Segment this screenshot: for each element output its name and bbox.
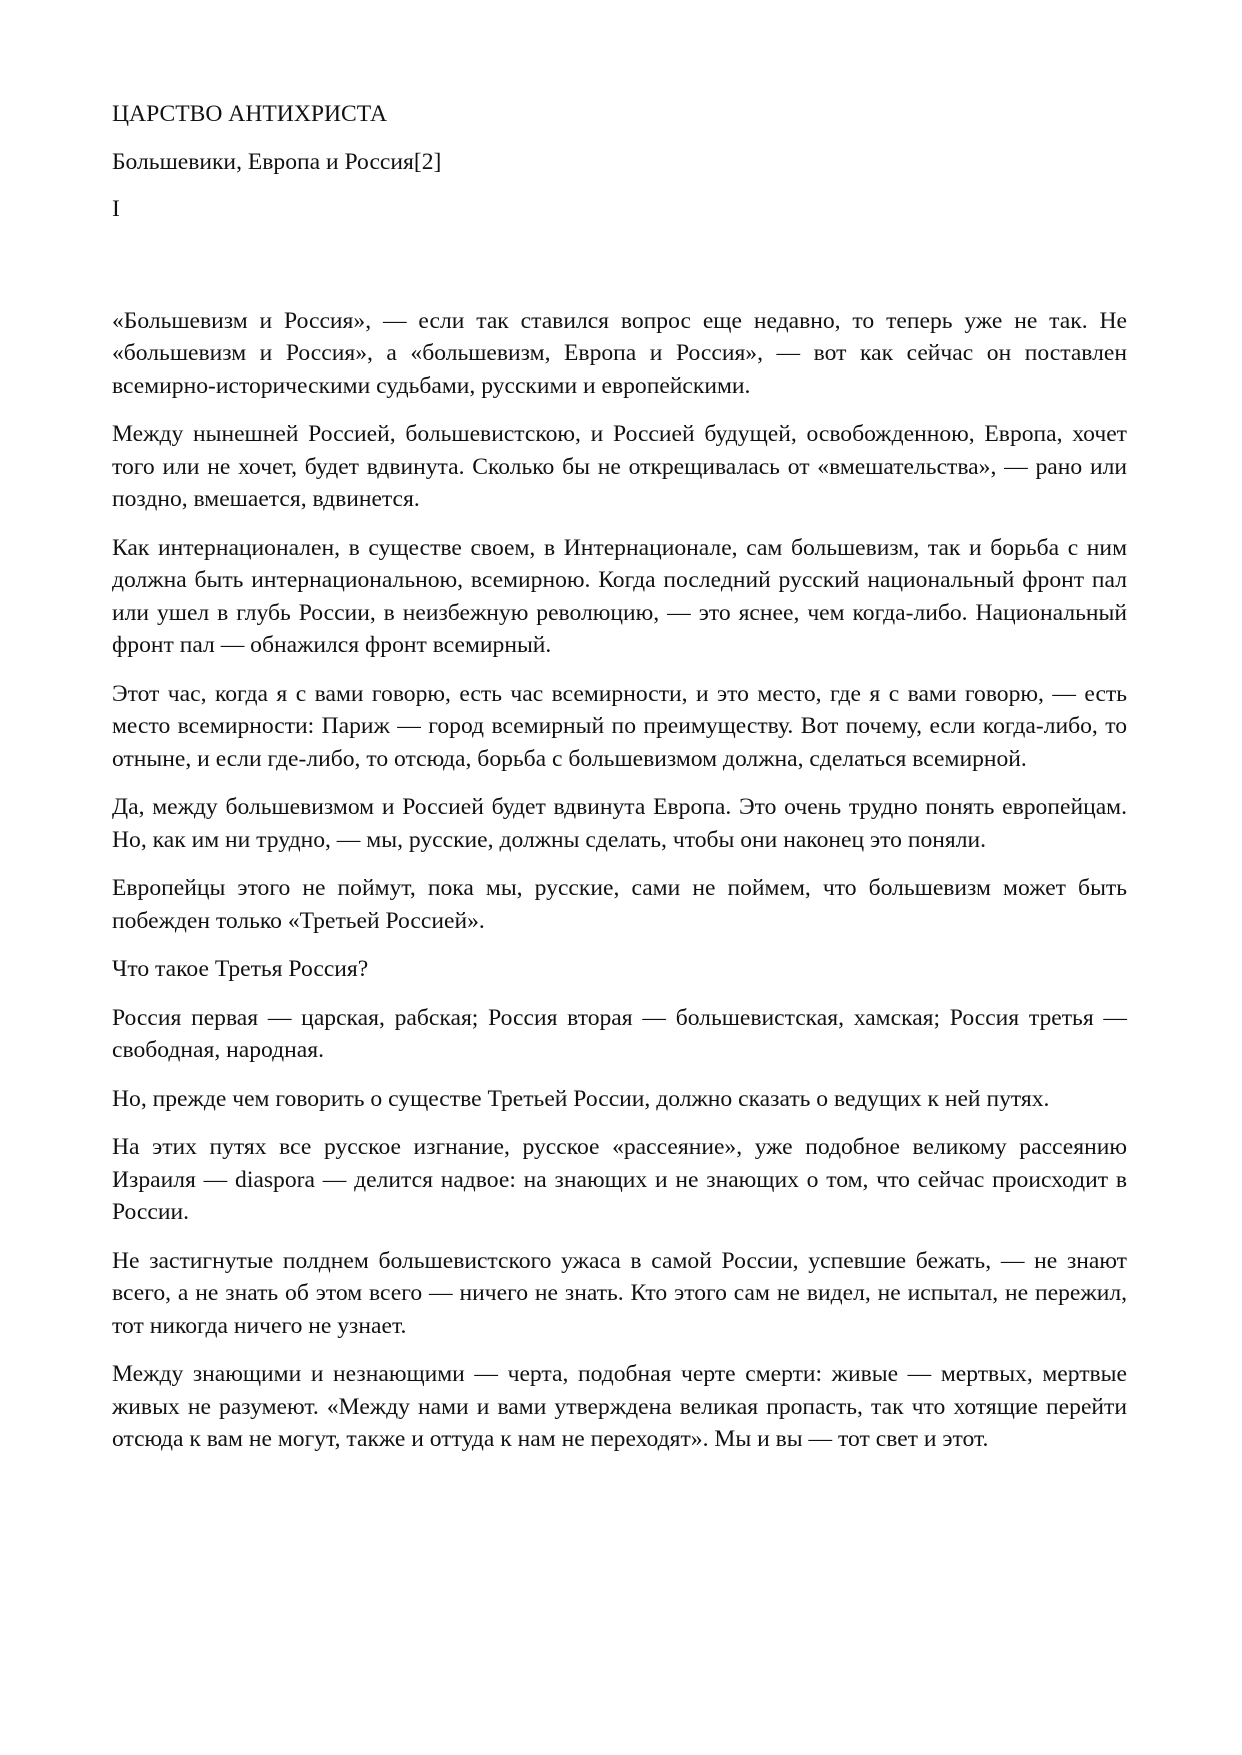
paragraph: Европейцы этого не поймут, пока мы, русские, сами не поймем, что большевизм может быть побежден только «Третьей Россией». [112,875,1127,934]
paragraph: Россия первая — царская, рабская; Россия вторая — большевистская, хамская; Россия третья — свободная, народная. [112,1004,1127,1063]
document-subtitle: Большевики, Европа и Россия[2] [112,148,442,175]
paragraph: «Большевизм и Россия», — если так ставился вопрос еще недавно, то теперь уже не так. Не «большевизм и Россия», а «большевизм, Европа и Россия», — вот как сейчас он поставлен всемирно-историческими судьбами, русскими и европейскими. [112,307,1127,399]
paragraph: Этот час, когда я с вами говорю, есть час всемирности, и это место, где я с вами говорю, — есть место всемирности: Париж — город всемирный по преимуществу. Вот почему, если когда-либо, то отныне, и если где-либо, то отсюда, борьба с большевизмом должна, сделаться всемирной. [112,680,1127,772]
paragraph: Что такое Третья Россия? [112,956,369,982]
document-title: ЦАРСТВО АНТИХРИСТА [112,101,388,127]
paragraph: Между знающими и незнающими — черта, подобная черте смерти: живые — мертвых, мертвые живых не разумеют. «Между нами и вами утверждена великая пропасть, так что хотящие перейти отсюда к вам не могут, также и оттуда к нам не переходят». Мы и вы — тот свет и этот. [112,1361,1127,1452]
part-number: I [112,196,120,222]
paragraph: Да, между большевизмом и Россией будет вдвинута Европа. Это очень трудно понять европейцам. Но, как им ни трудно, — мы, русские, должны сделать, чтобы они наконец это поняли. [112,794,1127,853]
paragraph: Как интернационален, в существе своем, в Интернационале, сам большевизм, так и борьба с ним должна быть интернациональною, всемирною. Когда последний русский национальный фронт пал или ушел в глубь России, в неизбежную революцию, — это яснее, чем когда-либо. Национальный фронт пал — обнажился фронт всемирный. [112,534,1127,658]
paragraph: Между нынешней Россией, большевистскою, и Россией будущей, освобожденною, Европа, хочет того или не хочет, будет вдвинута. Сколько бы не открещивалась от «вмешательства», — рано или поздно, вмешается, вдвинется. [112,421,1127,512]
paragraph: Но, прежде чем говорить о существе Третьей России, должно сказать о ведущих к ней путях. [112,1085,1050,1112]
paragraph: Не застигнутые полднем большевистского ужаса в самой России, успевшие бежать, — не знают всего, а не знать об этом всего — ничего не знать. Кто этого сам не видел, не испытал, не пережил, тот никогда ничего не узнает. [112,1247,1127,1339]
paragraph: На этих путях все русское изгнание, русское «рассеяние», уже подобное великому рассеянию Израиля — diaspora — делится надвое: на знающих и не знающих о том, что сейчас происходит в России. [112,1134,1127,1225]
document-page [112,98,1127,1472]
